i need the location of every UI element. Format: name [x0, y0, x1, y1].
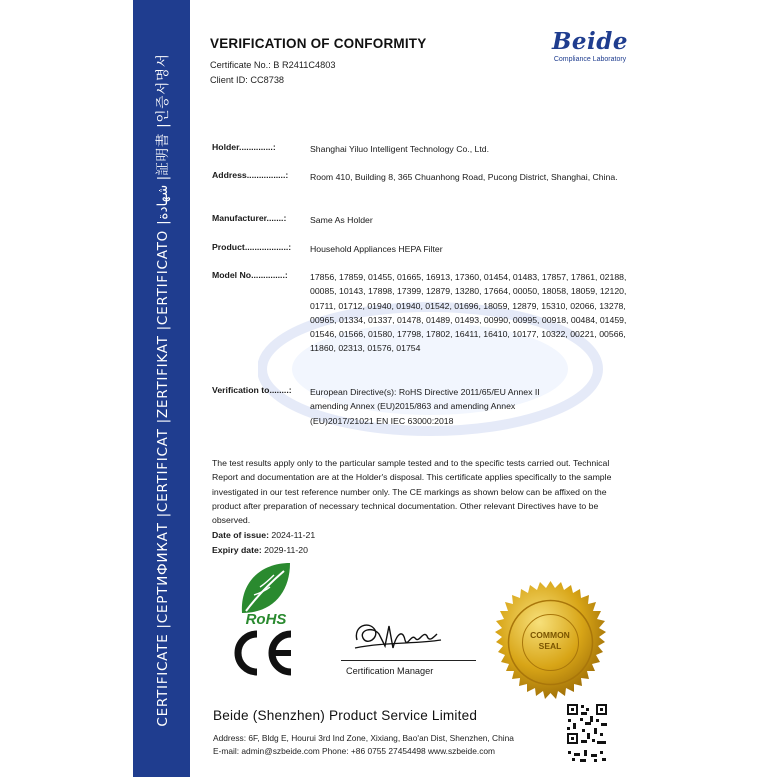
beide-logo: [540, 28, 640, 70]
field-value: Shanghai Yiluo Intelligent Technology Co., Ltd.: [310, 144, 490, 154]
footer-company: Beide (Shenzhen) Product Service Limited: [213, 708, 478, 723]
sidebar-title-text: CERTIFICATE |СЕРТИФИКАТ |CERTIFICAT |ZERTIFIKAT |CERTIFICATO |شهادة |証明書 |인증서명서: [155, 53, 171, 727]
field-label: Manufacturer.......:: [212, 213, 287, 223]
expiry-date-value: 2029-11-20: [264, 545, 308, 555]
issue-date-label: Date of issue:: [212, 530, 269, 540]
footer-contact: E-mail: admin@szbeide.com Phone: +86 0755 27454498 www.szbeide.com: [213, 746, 496, 756]
issue-date-value: 2024-11-21: [271, 530, 316, 540]
field-label: Product..................:: [212, 242, 292, 252]
certificate-statement: The test results apply only to the particular sample tested and to the specific tests carried out. Technical Report and documentation are at the Holder's disposal. This certificate applies specifically to the sample investigated in our test reference number only. The CE markings as shown below can be affixed on the product after preparation of necessary technical documentation. Other relevant Directives have to be observed.: [212, 458, 612, 526]
signature-line: [341, 660, 476, 661]
field-label: Holder..............:: [212, 142, 276, 152]
certificate-number: Certificate No.: B R2411C4803: [210, 60, 336, 70]
rohs-mark: RoHS: [245, 611, 287, 628]
certificate-content: [190, 0, 650, 777]
logo-subtitle: Compliance Laboratory: [553, 56, 627, 63]
field-value: Same As Holder: [310, 215, 373, 225]
signature-title: Certification Manager: [346, 666, 434, 676]
expiry-date-label: Expiry date:: [212, 545, 262, 555]
client-id: Client ID: CC8738: [210, 75, 285, 85]
signature-image: [345, 612, 445, 660]
field-label: Model No..............:: [212, 270, 288, 280]
field-value: 17856, 17859, 01455, 01665, 16913, 17360, 01454, 01483, 17857, 17861, 02188, 00085, 10143, 17898, 17399, 12879, 13280, 17664, 00050, 18058, 18059, 12120, 01711, 01712, 01940, 01940, 01542, 01696, 18059, 12879, 15310, 02066, 13278, 00965, 01334, 01337, 01478, 01489, 01493, 00990, 00995, 00918, 00484, 01459, 01546, 01566, 01580, 17798, 17802, 16411, 16410, 10177, 10322, 00221, 00566, 11860, 02313, 01576, 01754: [310, 272, 627, 354]
footer-address: Address: 6F, Bldg E, Hourui 3rd Ind Zone, Xixiang, Bao'an Dist, Shenzhen, China: [213, 733, 514, 743]
qr-code-icon: [566, 703, 608, 763]
field-value: Household Appliances HEPA Filter: [310, 244, 443, 254]
logo-wordmark: Beide: [551, 28, 629, 55]
multilingual-sidebar: [133, 0, 190, 777]
issue-date-row: [212, 528, 315, 543]
field-label: Address................:: [212, 170, 289, 180]
field-value: European Directive(s): RoHS Directive 2011/65/EU Annex II amending Annex (EU)2015/863 and amending Annex (EU)2017/21021 EN IEC 63000:2018: [310, 387, 540, 426]
field-label: Verification to........:: [212, 385, 292, 395]
certificate-dates: [212, 528, 315, 558]
ce-mark-icon: [227, 628, 297, 678]
page-title: VERIFICATION OF CONFORMITY: [210, 36, 427, 51]
field-value: Room 410, Building 8, 365 Chuanhong Road, Pucong District, Shanghai, China.: [310, 172, 618, 182]
seal-label: COMMON SEAL: [530, 630, 570, 651]
